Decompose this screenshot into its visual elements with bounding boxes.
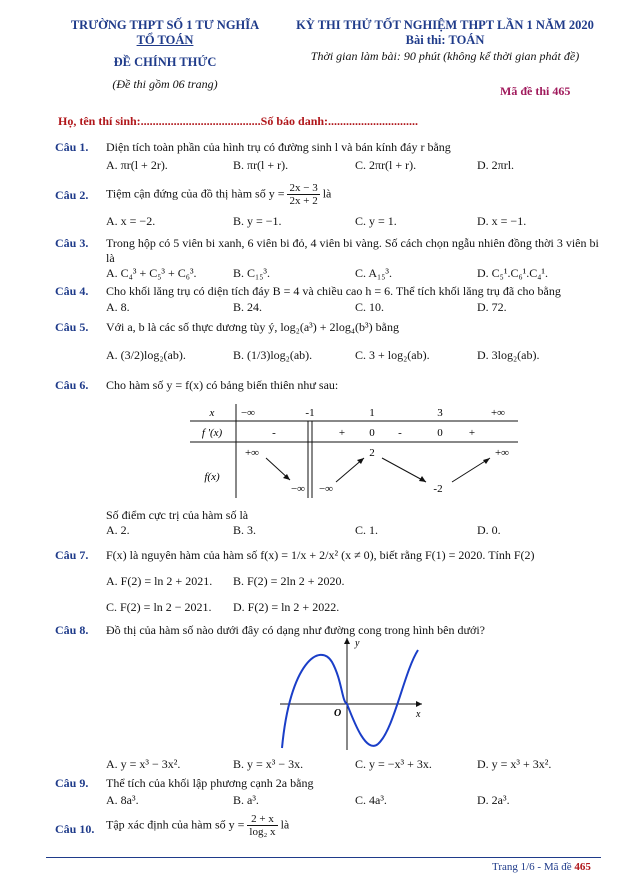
fp-sign: 0 xyxy=(369,427,375,439)
question-after-text: Số điểm cực trị của hàm số là xyxy=(106,508,249,522)
pages-note: (Đề thi gồm 06 trang) xyxy=(112,77,218,91)
option-c: C. y = 1. xyxy=(355,214,397,228)
x-value: 3 xyxy=(437,407,443,419)
fp-sign: - xyxy=(272,427,276,439)
option-b: B. y = x³ − 3x. xyxy=(233,757,304,771)
question-label: Câu 7. xyxy=(55,548,89,562)
decrease-arrow xyxy=(382,458,426,482)
x-axis-label: x xyxy=(416,709,421,720)
option-b: B. 3. xyxy=(233,523,257,537)
fp-sign: 0 xyxy=(437,427,443,439)
cubic-graph xyxy=(270,632,430,752)
option-c: C. A₁₅³. xyxy=(355,266,392,280)
option-d: D. 0. xyxy=(477,523,501,537)
option-a: A. 8a³. xyxy=(106,793,139,807)
x-value: −∞ xyxy=(240,407,256,419)
option-a: A. C₄³ + C₅³ + C₆³. xyxy=(106,266,197,280)
question-text xyxy=(106,182,331,207)
f-value: 2 xyxy=(369,447,375,459)
variation-table xyxy=(190,400,520,500)
question-text: Trong hộp có 5 viên bi xanh, 6 viên bi đỏ, 4 viên bi vàng. Số cách chọn ngẫu nhiên đồng thời 3 viên bi là xyxy=(106,236,599,265)
option-b: B. (1/3)log₂(ab). xyxy=(233,348,313,362)
subject: Bài thi: TOÁN xyxy=(405,33,485,47)
question-label: Câu 9. xyxy=(55,776,89,790)
fraction-denominator: 2x + 2 xyxy=(289,195,318,207)
question-label: Câu 3. xyxy=(55,236,89,250)
exam-code: Mã đề thi 465 xyxy=(500,84,571,98)
fp-sign: - xyxy=(398,427,402,439)
f-value: -2 xyxy=(433,483,443,495)
x-value: -1 xyxy=(305,407,315,419)
f-label: f(x) xyxy=(204,471,220,483)
option-c: C. 1. xyxy=(355,523,379,537)
question-label: Câu 8. xyxy=(55,623,89,637)
option-b: B. πr(l + r). xyxy=(233,158,289,172)
option-d: D. C₅¹.C₆¹.C₄¹. xyxy=(477,266,549,280)
question-text-before: Tiệm cận đứng của đồ thị hàm số y = xyxy=(106,186,285,201)
question-text-after: là xyxy=(280,817,290,832)
option-c: C. 10. xyxy=(355,300,385,314)
f-value: +∞ xyxy=(494,447,510,459)
y-axis-label: y xyxy=(355,638,360,649)
question-label: Câu 6. xyxy=(55,378,89,392)
f-value: +∞ xyxy=(244,447,260,459)
curve xyxy=(282,650,418,748)
question-label: Câu 2. xyxy=(55,188,89,202)
f-value: −∞ xyxy=(318,483,334,495)
fraction xyxy=(247,813,277,838)
question-text: Cho khối lăng trụ có diện tích đáy B = 4 và chiều cao h = 6. Thể tích khối lăng trụ đã cho bằng xyxy=(106,284,561,298)
question-text: F(x) là nguyên hàm của hàm số f(x) = 1/x + 2/x² (x ≠ 0), biết rằng F(1) = 2020. Tính F(2) xyxy=(106,548,535,562)
option-d: D. 2πrl. xyxy=(477,158,515,172)
question-text xyxy=(106,813,289,838)
student-info: Họ, tên thí sinh:........................................Số báo danh:.............................. xyxy=(58,114,419,128)
option-c: C. 4a³. xyxy=(355,793,387,807)
question-text: Thể tích của khối lập phương cạnh 2a bằng xyxy=(106,776,314,790)
footer-divider xyxy=(46,857,601,858)
page-footer xyxy=(492,861,591,873)
x-label: x xyxy=(209,407,215,419)
footer-text: Trang 1/6 - Mã đề xyxy=(492,861,575,873)
option-d: D. F(2) = ln 2 + 2022. xyxy=(233,600,340,614)
option-b: B. F(2) = 2ln 2 + 2020. xyxy=(233,574,345,588)
fp-label: f '(x) xyxy=(201,427,223,439)
option-d: D. y = x³ + 3x². xyxy=(477,757,552,771)
x-value: 1 xyxy=(369,407,375,419)
option-a: A. x = −2. xyxy=(106,214,156,228)
question-label: Câu 1. xyxy=(55,140,89,154)
question-label: Câu 4. xyxy=(55,284,89,298)
origin-label: O xyxy=(334,708,342,719)
question-text: Với a, b là các số thực dương tùy ý, log₂(a³) + 2log₄(b³) bằng xyxy=(106,320,399,334)
fraction-denominator: log₂ x xyxy=(249,826,276,838)
fp-sign: + xyxy=(338,427,346,439)
question-label: Câu 10. xyxy=(55,822,95,836)
option-b: B. 24. xyxy=(233,300,263,314)
option-c: C. y = −x³ + 3x. xyxy=(355,757,432,771)
option-c: C. F(2) = ln 2 − 2021. xyxy=(106,600,212,614)
option-b: B. a³. xyxy=(233,793,259,807)
option-c: C. 3 + log₂(ab). xyxy=(355,348,430,362)
exam-time: Thời gian làm bài: 90 phút (không kể thời gian phát đề) xyxy=(310,49,580,63)
fp-sign: + xyxy=(468,427,476,439)
x-value: +∞ xyxy=(490,407,506,419)
option-a: A. (3/2)log₂(ab). xyxy=(106,348,186,362)
fraction-numerator: 2x − 3 xyxy=(289,182,318,194)
exam-title: KỲ THI THỬ TỐT NGHIỆM THPT LẦN 1 NĂM 2020 xyxy=(296,18,594,32)
group-name: TỔ TOÁN xyxy=(136,33,194,47)
option-a: A. F(2) = ln 2 + 2021. xyxy=(106,574,213,588)
question-text: Diện tích toàn phần của hình trụ có đường sinh l và bán kính đáy r bằng xyxy=(106,140,451,154)
question-text: Cho hàm số y = f(x) có bảng biến thiên như sau: xyxy=(106,378,339,392)
option-b: B. C₁₅³. xyxy=(233,266,270,280)
question-text: Đồ thị của hàm số nào dưới đây có dạng như đường cong trong hình bên dưới? xyxy=(106,623,485,637)
option-d: D. 3log₂(ab). xyxy=(477,348,540,362)
option-d: D. x = −1. xyxy=(477,214,527,228)
option-a: A. 8. xyxy=(106,300,130,314)
fraction xyxy=(287,182,319,207)
option-a: A. 2. xyxy=(106,523,130,537)
f-value: −∞ xyxy=(290,483,306,495)
footer-code: 465 xyxy=(574,861,591,873)
option-d: D. 2a³. xyxy=(477,793,510,807)
option-b: B. y = −1. xyxy=(233,214,282,228)
option-a: A. πr(l + 2r). xyxy=(106,158,168,172)
question-text-after: là xyxy=(322,186,332,201)
official-label: ĐỀ CHÍNH THỨC xyxy=(113,55,217,69)
fraction-numerator: 2 + x xyxy=(247,813,277,826)
option-c: C. 2πr(l + r). xyxy=(355,158,417,172)
option-a: A. y = x³ − 3x². xyxy=(106,757,181,771)
question-label: Câu 5. xyxy=(55,320,89,334)
question-text-before: Tập xác định của hàm số y = xyxy=(106,817,245,832)
school-name: TRƯỜNG THPT SỐ 1 TƯ NGHĨA xyxy=(70,18,260,32)
option-d: D. 72. xyxy=(477,300,507,314)
